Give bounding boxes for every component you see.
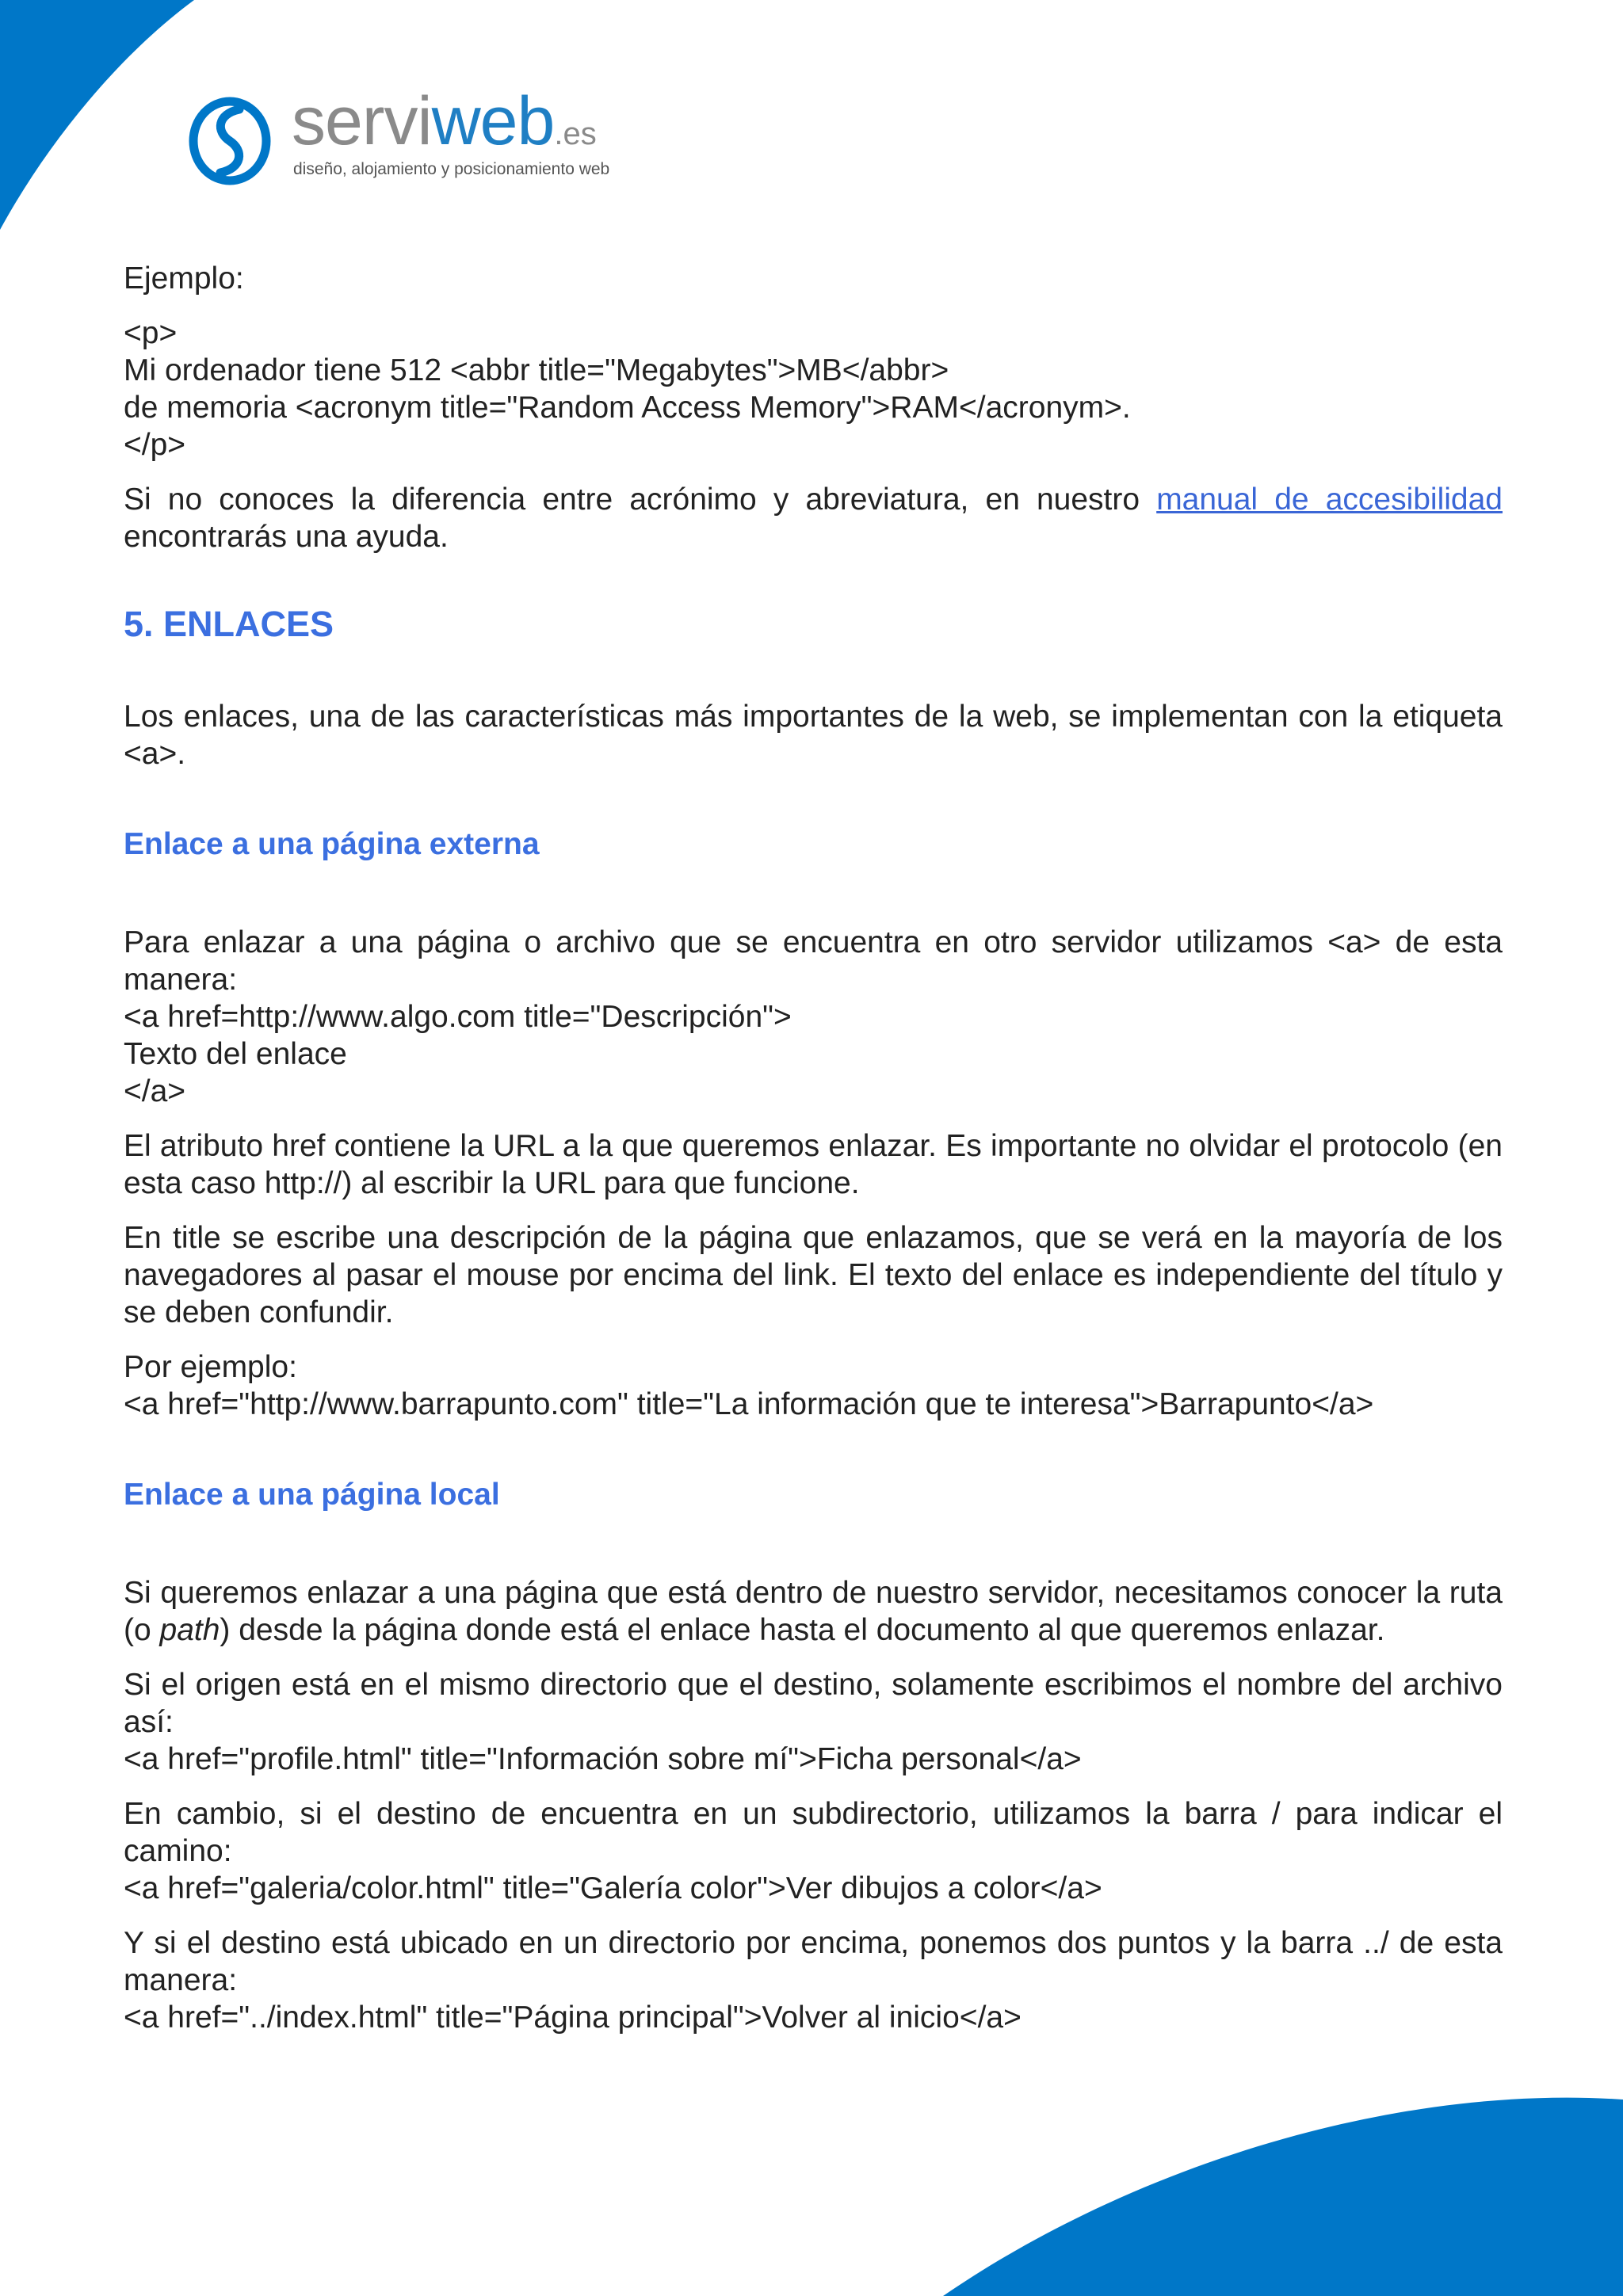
external-example-code: <a href="http://www.barrapunto.com" title="La información que te interesa">Barrapunto</a>	[124, 1387, 1374, 1421]
paragraph-text: Si queremos enlazar a una página que está dentro de nuestro servidor, necesitamos conocer la ruta (o	[124, 1576, 1503, 1647]
logo-s-icon	[189, 97, 271, 185]
brand-logo	[189, 83, 632, 189]
paragraph-text: encontrarás una ayuda.	[124, 520, 449, 554]
logo-wordmark-web: web	[431, 83, 555, 159]
code-line: </a>	[124, 1074, 186, 1108]
logo-wordmark	[292, 83, 597, 159]
local-code-2: <a href="profile.html" title="Información sobre mí">Ficha personal</a>	[124, 1742, 1082, 1776]
external-example-label: Por ejemplo:	[124, 1350, 297, 1384]
example-code-block	[124, 315, 1503, 463]
code-line: de memoria <acronym title="Random Access Memory">RAM</acronym>.	[124, 391, 1131, 425]
external-paragraph-2: El atributo href contiene la URL a la que queremos enlazar. Es importante no olvidar el protocolo (en esta caso http://) al escribir la URL para que funcione.	[124, 1129, 1503, 1200]
subsection-heading-local: Enlace a una página local	[124, 1478, 500, 1512]
logo-tagline: diseño, alojamiento y posicionamiento web	[293, 160, 610, 178]
local-paragraph-3: En cambio, si el destino de encuentra en un subdirectorio, utilizamos la barra / para indicar el camino:	[124, 1797, 1503, 1868]
paragraph-text: ) desde la página donde está el enlace hasta el documento al que queremos enlazar.	[220, 1613, 1385, 1647]
code-line: <p>	[124, 316, 178, 350]
local-paragraph-2: Si el origen está en el mismo directorio que el destino, solamente escribimos el nombre del archivo así:	[124, 1668, 1503, 1739]
external-paragraph-3: En title se escribe una descripción de la página que enlazamos, que se verá en la mayoría de los navegadores al pasar el mouse por encima del link. El texto del enlace es independiente del título y se deben confundir.	[124, 1221, 1503, 1329]
code-line: Texto del enlace	[124, 1037, 347, 1071]
document-body	[124, 260, 1503, 2036]
section-intro: Los enlaces, una de las características más importantes de la web, se implementan con la etiqueta <a>.	[124, 700, 1503, 771]
code-line: Mi ordenador tiene 512 <abbr title="Megabytes">MB</abbr>	[124, 353, 949, 387]
accessibility-manual-link[interactable]: manual de accesibilidad	[1156, 482, 1503, 517]
path-term: path	[159, 1613, 220, 1647]
top-left-corner-shape	[0, 0, 194, 230]
bottom-right-wave-shape	[943, 2098, 1623, 2296]
accessibility-paragraph	[124, 481, 1503, 555]
paragraph-text: Si no conoces la diferencia entre acrónimo y abreviatura, en nuestro	[124, 482, 1157, 517]
code-line: <a href=http://www.algo.com title="Descripción">	[124, 1000, 792, 1034]
code-line: </p>	[124, 428, 186, 462]
local-paragraph-1	[124, 1574, 1503, 1649]
subsection-heading-external: Enlace a una página externa	[124, 827, 540, 861]
section-title: 5. ENLACES	[124, 604, 334, 644]
external-paragraph-1: Para enlazar a una página o archivo que se encuentra en otro servidor utilizamos <a> de esta manera:	[124, 925, 1503, 997]
local-code-3: <a href="galeria/color.html" title="Galería color">Ver dibujos a color</a>	[124, 1871, 1102, 1905]
logo-wordmark-servi: servi	[292, 83, 432, 159]
external-code-block	[124, 998, 1503, 1110]
example-label: Ejemplo:	[124, 261, 244, 296]
local-paragraph-4: Y si el destino está ubicado en un directorio por encima, ponemos dos puntos y la barra ../ de esta manera:	[124, 1926, 1503, 1997]
logo-wordmark-es: .es	[554, 116, 597, 151]
local-code-4: <a href="../index.html" title="Página principal">Volver al inicio</a>	[124, 2000, 1022, 2035]
